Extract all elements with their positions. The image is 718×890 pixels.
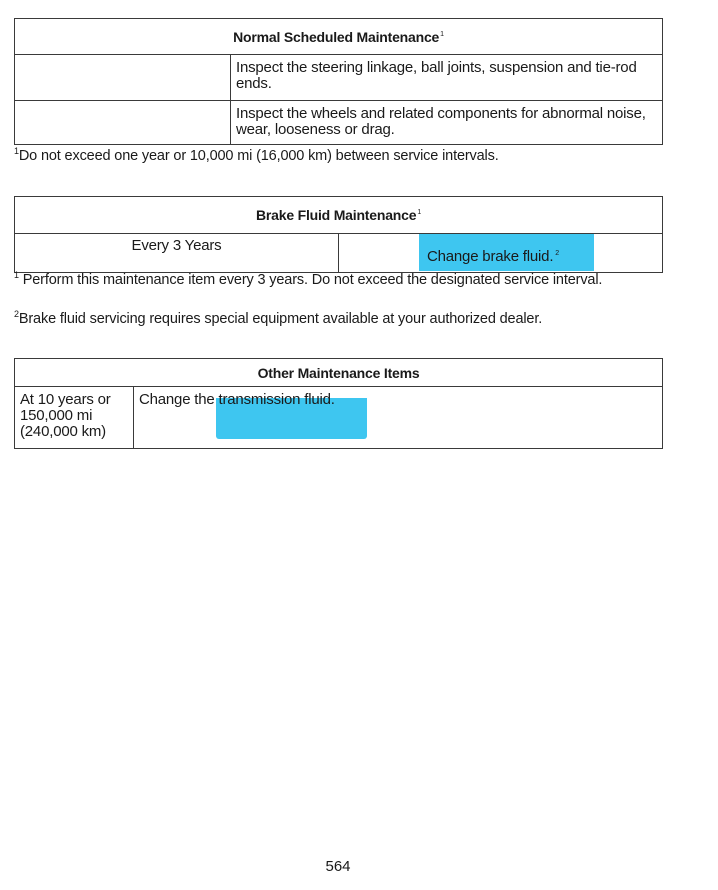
table-title: Normal Scheduled Maintenance [233, 28, 440, 45]
brake-fluid-action: Change brake fluid. [427, 248, 554, 265]
table-cell [15, 234, 339, 273]
footnote-text: Do not exceed one year or 10,000 mi (16,000 km) between service intervals. [18, 148, 499, 164]
other-maintenance-table [14, 358, 663, 449]
normal-maintenance-footnote [14, 148, 499, 164]
table-row [15, 234, 663, 273]
steering-inspection-text: Inspect the steering linkage, ball joints, suspension and tie-rod ends. [236, 59, 637, 92]
table-header-row [15, 19, 663, 55]
table-cell-empty [15, 55, 231, 101]
table-title: Brake Fluid Maintenance [255, 207, 417, 223]
other-maintenance-title [15, 359, 663, 387]
transmission-action: Change the transmission fluid. [139, 391, 335, 408]
page-number: 564 [325, 858, 351, 875]
table-cell-empty [15, 101, 231, 145]
footnote-text: Brake fluid servicing requires special equipment available at your authorized dealer. [18, 311, 543, 327]
table-cell [15, 387, 134, 449]
brake-fluid-table [14, 196, 663, 273]
table-header-row [15, 197, 663, 234]
table-header-row [15, 359, 663, 387]
footnote-mark: 2 [14, 309, 19, 320]
brake-fluid-title [15, 197, 663, 234]
table-row [15, 55, 663, 101]
footnote-mark: 1 [440, 30, 444, 38]
footnote-mark: 1 [14, 270, 19, 281]
table-title: Other Maintenance Items [257, 364, 420, 381]
table-cell [134, 387, 663, 449]
brake-fluid-interval: Every 3 Years [131, 237, 222, 254]
footnote-mark: 2 [555, 250, 559, 257]
transmission-interval: At 10 years or 150,000 mi (240,000 km) [20, 391, 111, 440]
wheels-inspection-text: Inspect the wheels and related components for abnormal noise, wear, looseness or drag. [236, 105, 646, 138]
brake-fluid-footnote-1 [14, 272, 654, 288]
normal-maintenance-title [15, 19, 663, 55]
table-cell [231, 55, 663, 101]
footnote-mark: 1 [417, 209, 422, 217]
table-cell [231, 101, 663, 145]
table-cell [339, 234, 663, 273]
footnote-text: Perform this maintenance item every 3 years. Do not exceed the designated service interval. [22, 272, 603, 288]
table-row [15, 387, 663, 449]
normal-maintenance-table [14, 18, 663, 145]
footnote-mark: 1 [14, 146, 19, 157]
brake-fluid-footnote-2 [14, 311, 542, 327]
table-row [15, 101, 663, 145]
